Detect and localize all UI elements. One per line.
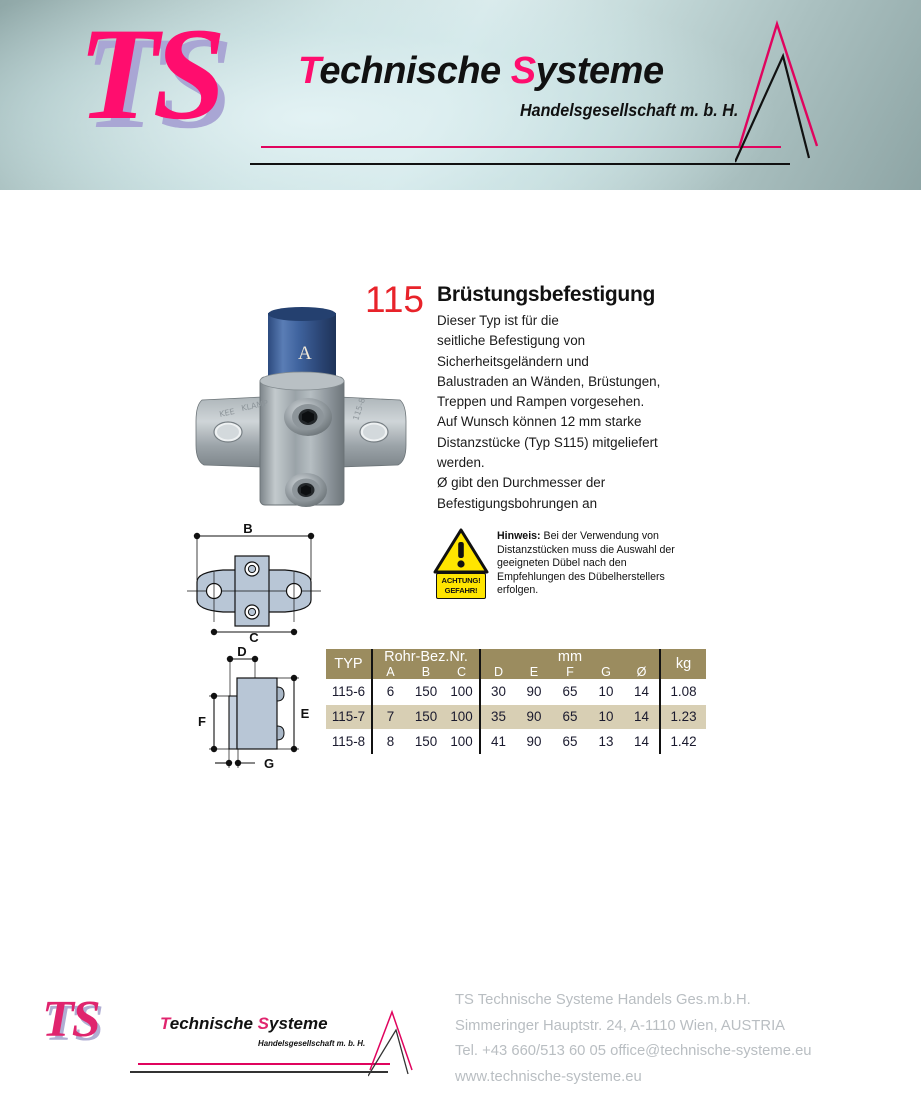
cell-b: 150 [408, 704, 444, 729]
cell-a: 8 [386, 734, 395, 750]
table-group-kg: kg [660, 649, 706, 679]
table-row [326, 704, 706, 729]
footer-company-rest-2: ysteme [268, 1014, 328, 1033]
header-company-rest-1: echnische [319, 50, 511, 92]
header-company-initial-s: S [510, 50, 536, 92]
header-company-name [298, 50, 664, 93]
cell-f: 65 [552, 704, 588, 729]
photo-label-a: A [298, 343, 312, 364]
svg-text:KLAMP: KLAMP [240, 398, 269, 413]
cell-kg: 1.42 [670, 734, 697, 750]
dim-label-d: D [237, 646, 247, 659]
warning-triangle-icon [433, 528, 489, 579]
cell-typ: 115-8 [326, 729, 372, 754]
technical-drawing-side [193, 646, 318, 781]
header-black-rule [250, 163, 790, 165]
footer-pink-rule [138, 1063, 390, 1065]
table-subcol-f: F [552, 665, 588, 679]
svg-text:115-8: 115-8 [351, 396, 368, 422]
description-line: Dieser Typ ist für die [437, 313, 559, 328]
table-subcol-e: E [516, 665, 552, 679]
warning-label: Hinweis: [497, 530, 541, 542]
contact-website: www.technische-systeme.eu [455, 1068, 642, 1085]
cell-c: 100 [444, 704, 480, 729]
product-photo [190, 305, 412, 510]
cell-c: 100 [444, 729, 480, 754]
dim-label-b: B [243, 522, 253, 536]
cell-g: 10 [588, 704, 624, 729]
cell-g: 13 [598, 734, 614, 750]
cell-f: 65 [552, 679, 588, 704]
footer-company-initial-t: T [160, 1014, 170, 1033]
warning-badge-line1: ACHTUNG! [441, 576, 481, 585]
header-logo-ts: TS [78, 0, 221, 147]
warning-body: Bei der Verwendung von Distanzstücken muss die Auswahl der geeigneten Dübel nach den Empfehlungen des Dübelherstellers erfolgen. [497, 530, 675, 597]
cell-a: 7 [372, 704, 408, 729]
table-header [326, 649, 706, 679]
description-line: Sicherheitsgeländern und [437, 353, 589, 369]
description-line: Ø gibt den Durchmesser der [437, 475, 606, 491]
footer-company-initial-s: S [257, 1014, 269, 1033]
contact-phone-email: Tel. +43 660/513 60 05 office@technische-systeme.eu [455, 1043, 812, 1060]
cell-d: 35 [480, 704, 516, 729]
product-code: 115 [365, 279, 424, 320]
header-company-rest-2: ysteme [535, 50, 664, 92]
cell-kg: 1.08 [660, 679, 706, 704]
footer-logo-ts: TS [42, 991, 99, 1048]
warning-note [433, 528, 689, 600]
cell-diameter: 14 [624, 729, 660, 754]
footer-company-rest-1: echnische [169, 1014, 258, 1033]
product-title: Brüstungsbefestigung [437, 283, 655, 306]
footer-subtitle: Handelsgesellschaft m. b. H. [258, 1038, 366, 1048]
cell-b: 150 [414, 734, 438, 750]
dim-label-g: G [263, 756, 275, 771]
header-company-initial-t: T [298, 50, 320, 92]
description-line: Treppen und Rampen vorgesehen. [437, 394, 645, 410]
table-group-rohr: Rohr-Bez.Nr. [372, 649, 480, 665]
table-subcol-a: A [372, 665, 408, 679]
footer-contact [455, 988, 905, 1090]
cell-kg: 1.23 [660, 704, 706, 729]
cell-a: 6 [372, 679, 408, 704]
specification-table [326, 649, 706, 754]
cell-d: 30 [480, 679, 516, 704]
description-line: Distanzstücke (Typ S115) mitgeliefert [437, 434, 658, 450]
svg-text:KEE: KEE [218, 406, 236, 419]
table-subcol-d: D [480, 665, 516, 679]
technical-drawing-front [183, 522, 328, 649]
cell-diameter: 14 [624, 679, 660, 704]
header-peak-graphic [735, 18, 865, 168]
description-line: werden. [437, 455, 485, 471]
cell-c: 100 [444, 679, 480, 704]
cell-e: 90 [516, 704, 552, 729]
warning-text [497, 530, 689, 598]
description-line: Befestigungsbohrungen an [437, 495, 598, 511]
cell-typ: 115-6 [326, 679, 372, 704]
cell-e: 90 [516, 679, 552, 704]
cell-b: 150 [408, 679, 444, 704]
table-col-typ: TYP [326, 649, 372, 679]
dim-label-c: C [249, 630, 259, 644]
dim-label-e: E [300, 706, 310, 721]
cell-f: 65 [562, 734, 578, 750]
footer-black-rule [130, 1071, 388, 1073]
description-line: seitliche Befestigung von [437, 333, 586, 349]
cell-diameter: 14 [624, 704, 660, 729]
cell-d: 41 [491, 734, 506, 750]
cell-g: 10 [588, 679, 624, 704]
table-group-mm: mm [480, 649, 660, 665]
page-header [0, 0, 921, 190]
table-row [326, 679, 706, 704]
product-description [437, 311, 699, 514]
warning-badge-line2: GEFAHR! [444, 585, 478, 595]
cell-e: 90 [526, 734, 542, 750]
cell-typ: 115-7 [326, 704, 372, 729]
dim-label-f: F [198, 714, 206, 729]
header-pink-rule [261, 146, 781, 148]
contact-address: Simmeringer Hauptstr. 24, A-1110 Wien, AUSTRIA [455, 1017, 786, 1034]
description-line: Balustraden an Wänden, Brüstungen, [437, 373, 661, 389]
contact-company: TS Technische Systeme Handels Ges.m.b.H. [455, 992, 751, 1008]
table-subcol-g: G [588, 665, 624, 679]
footer-company-name [160, 1014, 328, 1034]
table-subcol-c: C [444, 665, 480, 679]
warning-badge [436, 573, 486, 599]
table-row [326, 729, 706, 754]
description-line: Auf Wunsch können 12 mm starke [437, 414, 642, 430]
table-subcol-diameter: Ø [624, 665, 660, 679]
header-subtitle: Handelsgesellschaft m. b. H. [520, 100, 739, 120]
footer-peak-graphic [368, 1008, 430, 1080]
table-subcol-b: B [408, 665, 444, 679]
table-body [326, 679, 706, 754]
